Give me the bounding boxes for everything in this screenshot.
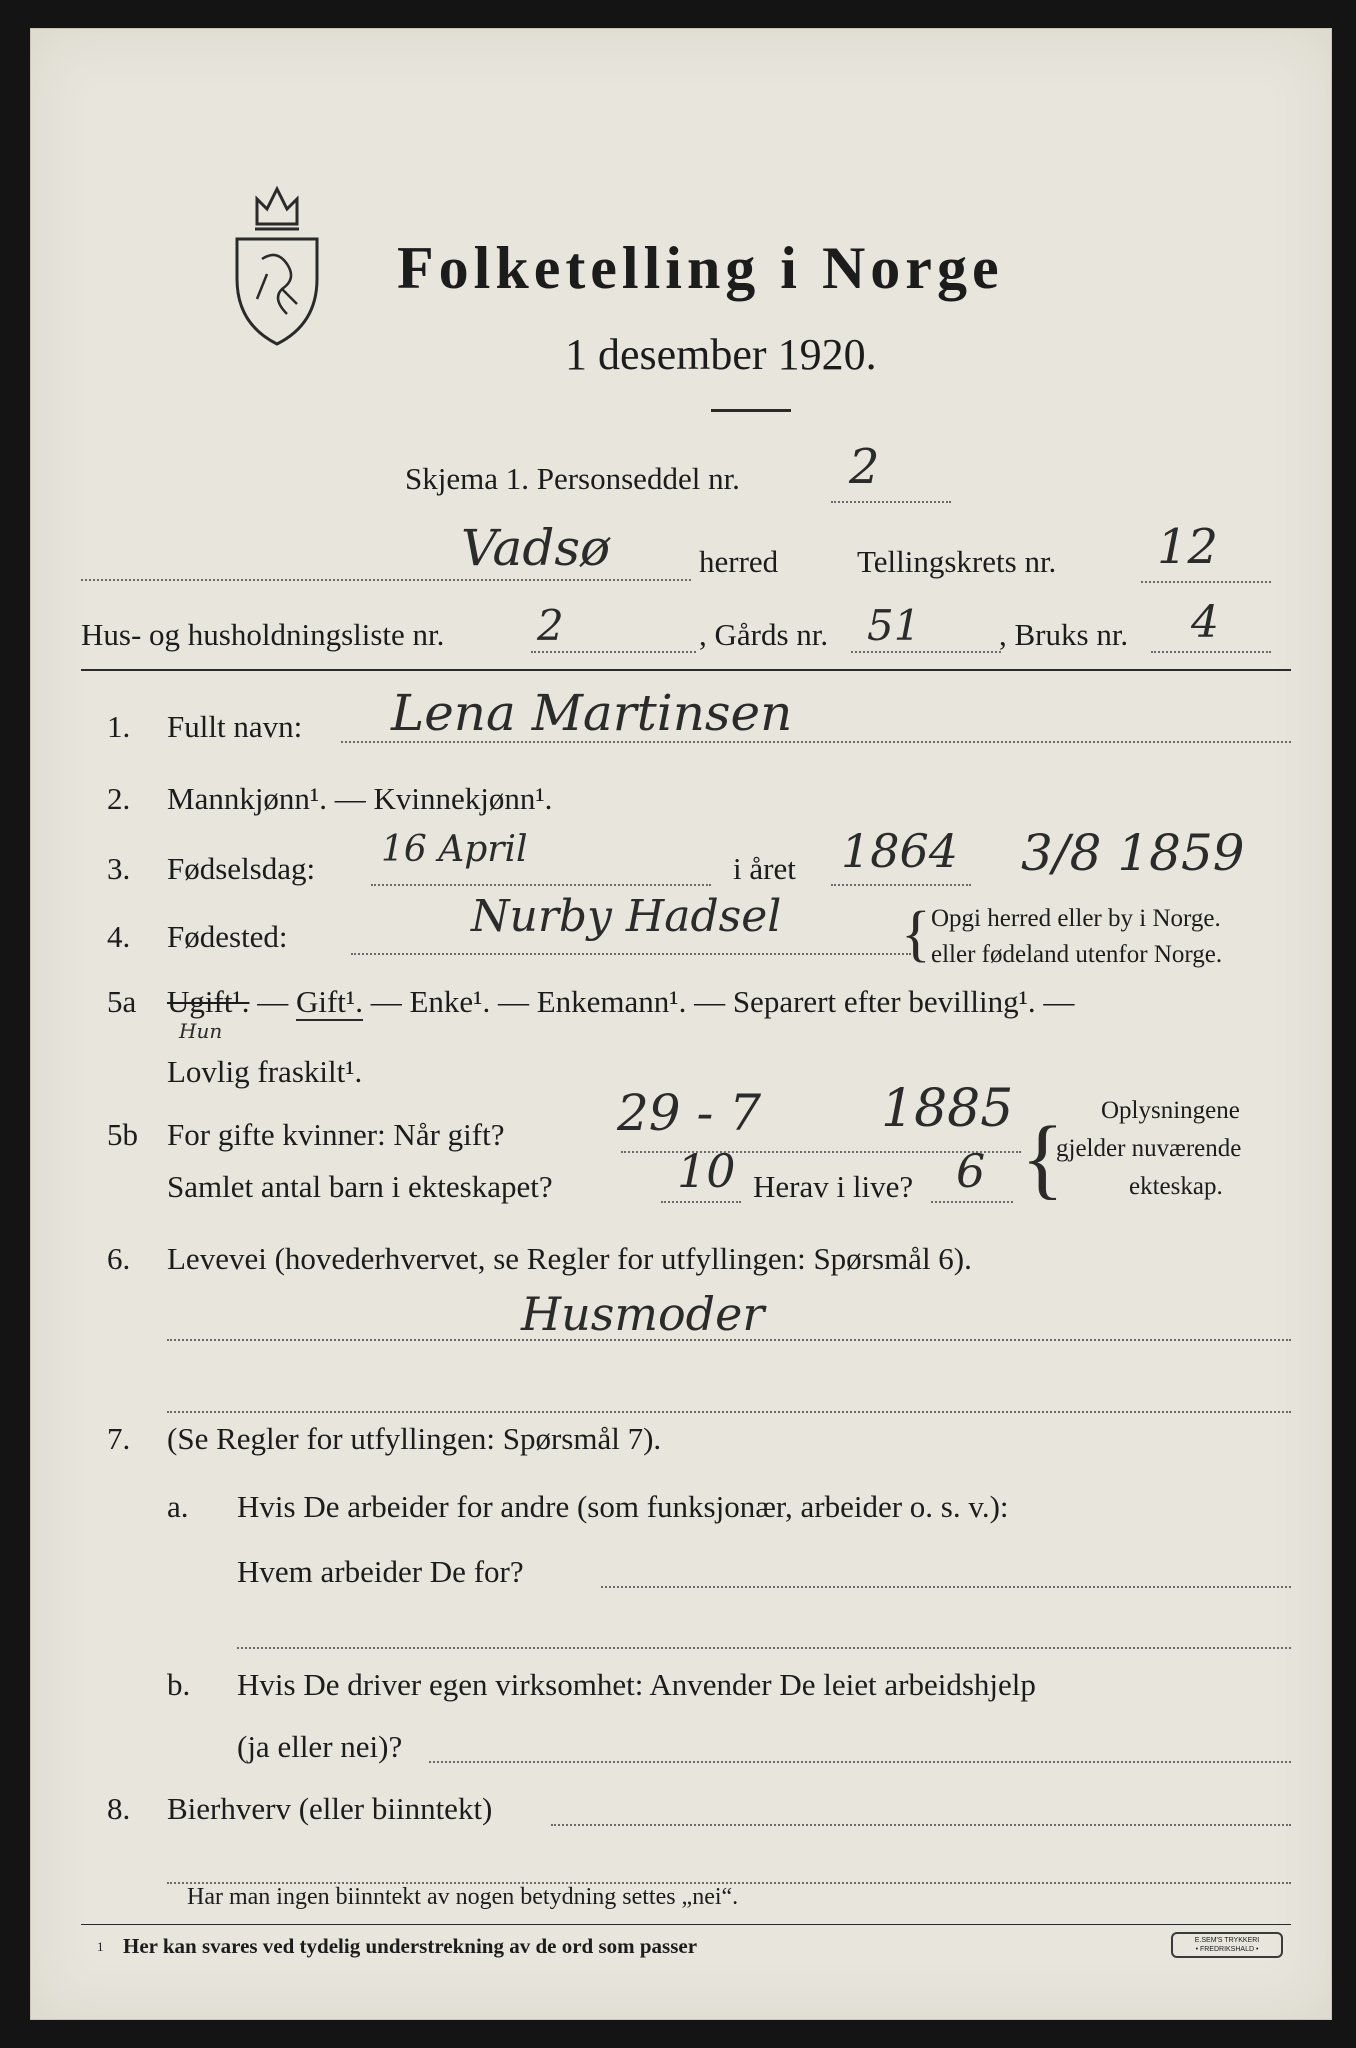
marriage-note-brace: { (1021, 1109, 1065, 1208)
bruks-line (1151, 651, 1271, 653)
birthplace-note-line1: Opgi herred eller by i Norge. (931, 905, 1221, 932)
children-line (661, 1201, 741, 1203)
side-income-line (551, 1824, 1291, 1826)
occupation-label: Levevei (hovederhvervet, se Regler for utfyllingen: Spørsmål 6). (167, 1241, 972, 1276)
side-income-label: Bierhverv (eller biinntekt) (167, 1791, 493, 1826)
hired-help-line (429, 1761, 1291, 1763)
footnote-mark: 1 (97, 1939, 104, 1954)
q7b-text: Hvis De driver egen virksomhet: Anvender De leiet arbeidshjelp (237, 1667, 1036, 1702)
employer-line (601, 1586, 1291, 1588)
option-gift[interactable]: Gift¹. (295, 984, 363, 1019)
q2-number: 2. (107, 781, 131, 816)
birth-year-value[interactable]: 1864 (841, 824, 959, 878)
hired-help-label: (ja eller nei)? (237, 1729, 403, 1764)
tellingskrets-label: Tellingskrets nr. (857, 544, 1057, 579)
full-name-line (341, 741, 1291, 743)
herred-line (81, 579, 691, 581)
birthplace-value[interactable]: Nurby Hadsel (471, 891, 782, 942)
married-when-label: For gifte kvinner: Når gift? (167, 1117, 505, 1152)
employer-label: Hvem arbeider De for? (237, 1554, 524, 1589)
birth-year-line (831, 884, 971, 886)
birthplace-note-brace: { (901, 900, 931, 968)
birthplace-note-line2: eller fødeland utenfor Norge. (931, 941, 1223, 968)
q7a-text: Hvis De arbeider for andre (som funksjonær, arbeider o. s. v.): (237, 1489, 1009, 1524)
printer-stamp-line1: E.SEM'S TRYKKERI (1194, 1937, 1260, 1944)
schema-number-line (831, 501, 951, 503)
q1-number: 1. (107, 709, 131, 744)
coat-of-arms-icon (227, 179, 327, 354)
q1-label: Fullt navn: (167, 709, 303, 744)
gards-line (851, 651, 1001, 653)
alive-label: Herav i live? (753, 1169, 914, 1204)
option-separator: — (249, 984, 296, 1019)
q8-number: 8. (107, 1791, 131, 1826)
q6-number: 6. (107, 1241, 131, 1276)
occupation-line-1 (167, 1339, 1291, 1341)
employer-line-2 (237, 1647, 1291, 1649)
q5b-number: 5b (107, 1117, 138, 1152)
marital-status-options[interactable] (167, 984, 1074, 1020)
gards-label: , Gårds nr. (699, 617, 829, 652)
ugift-correction: Hun (179, 1019, 223, 1043)
option-fraskilt[interactable]: Lovlig fraskilt¹. (167, 1054, 363, 1089)
full-name-value[interactable]: Lena Martinsen (391, 684, 793, 742)
q4-number: 4. (107, 919, 131, 954)
gender-options[interactable]: Mannkjønn¹. — Kvinnekjønn¹. (167, 781, 553, 816)
herred-value[interactable]: Vadsø (461, 519, 611, 577)
alive-value[interactable]: 6 (956, 1144, 986, 1198)
children-value[interactable]: 10 (677, 1144, 736, 1198)
marriage-note-line3: ekteskap. (1129, 1173, 1223, 1200)
schema-label: Skjema 1. Personseddel nr. (405, 461, 740, 496)
gards-value[interactable]: 51 (867, 601, 921, 650)
herred-label: herred (699, 544, 779, 579)
schema-number[interactable]: 2 (849, 439, 880, 495)
married-date-value[interactable]: 29 - 7 (617, 1084, 762, 1142)
option-ugift[interactable]: Ugift¹. (167, 984, 250, 1019)
q7-label: (Se Regler for utfyllingen: Spørsmål 7). (167, 1421, 662, 1456)
q4-label: Fødested: (167, 919, 288, 954)
children-label: Samlet antal barn i ekteskapet? (167, 1169, 553, 1204)
husliste-line (531, 651, 696, 653)
q7-number: 7. (107, 1421, 131, 1456)
occupation-value[interactable]: Husmoder (521, 1287, 765, 1341)
alive-line (931, 1201, 1013, 1203)
year-label: i året (733, 851, 796, 886)
husliste-value[interactable]: 2 (537, 601, 564, 650)
tellingskrets-line (1141, 581, 1271, 583)
married-year-value[interactable]: 1885 (881, 1079, 1014, 1139)
footer-note: Har man ingen biinntekt av nogen betydning settes „nei“. (187, 1884, 739, 1910)
tellingskrets-value[interactable]: 12 (1157, 519, 1219, 575)
q7a-letter: a. (167, 1489, 189, 1524)
occupation-line-2 (167, 1411, 1291, 1413)
form-title: Folketelling i Norge (397, 235, 1004, 301)
printer-stamp (1171, 1932, 1283, 1958)
printer-stamp-line2: • FREDRIKSHALD • (1195, 1946, 1259, 1953)
q3-number: 3. (107, 851, 131, 886)
option-rest[interactable]: — Enke¹. — Enkemann¹. — Separert efter bevilling¹. — (362, 984, 1075, 1019)
husliste-label: Hus- og husholdningsliste nr. (81, 617, 445, 652)
birthday-line (371, 884, 711, 886)
birth-date-correction: 3/8 1859 (1021, 824, 1245, 882)
marriage-note-line1: Oplysningene (1101, 1097, 1240, 1124)
marriage-note-line2: gjelder nuværende (1056, 1135, 1242, 1162)
title-divider (711, 409, 791, 412)
census-form-sheet (30, 28, 1332, 2020)
birthday-value[interactable]: 16 April (381, 829, 528, 870)
header-divider (81, 669, 1291, 671)
bruks-label: , Bruks nr. (999, 617, 1129, 652)
footnote-text: Her kan svares ved tydelig understrekning av de ord som passer (123, 1934, 698, 1958)
bruks-value[interactable]: 4 (1191, 597, 1219, 648)
form-date: 1 desember 1920. (565, 330, 877, 379)
q3-label: Fødselsdag: (167, 851, 316, 886)
birthplace-line (351, 953, 911, 955)
q5a-number: 5a (107, 984, 137, 1019)
q7b-letter: b. (167, 1667, 191, 1702)
footer-divider (81, 1924, 1291, 1925)
